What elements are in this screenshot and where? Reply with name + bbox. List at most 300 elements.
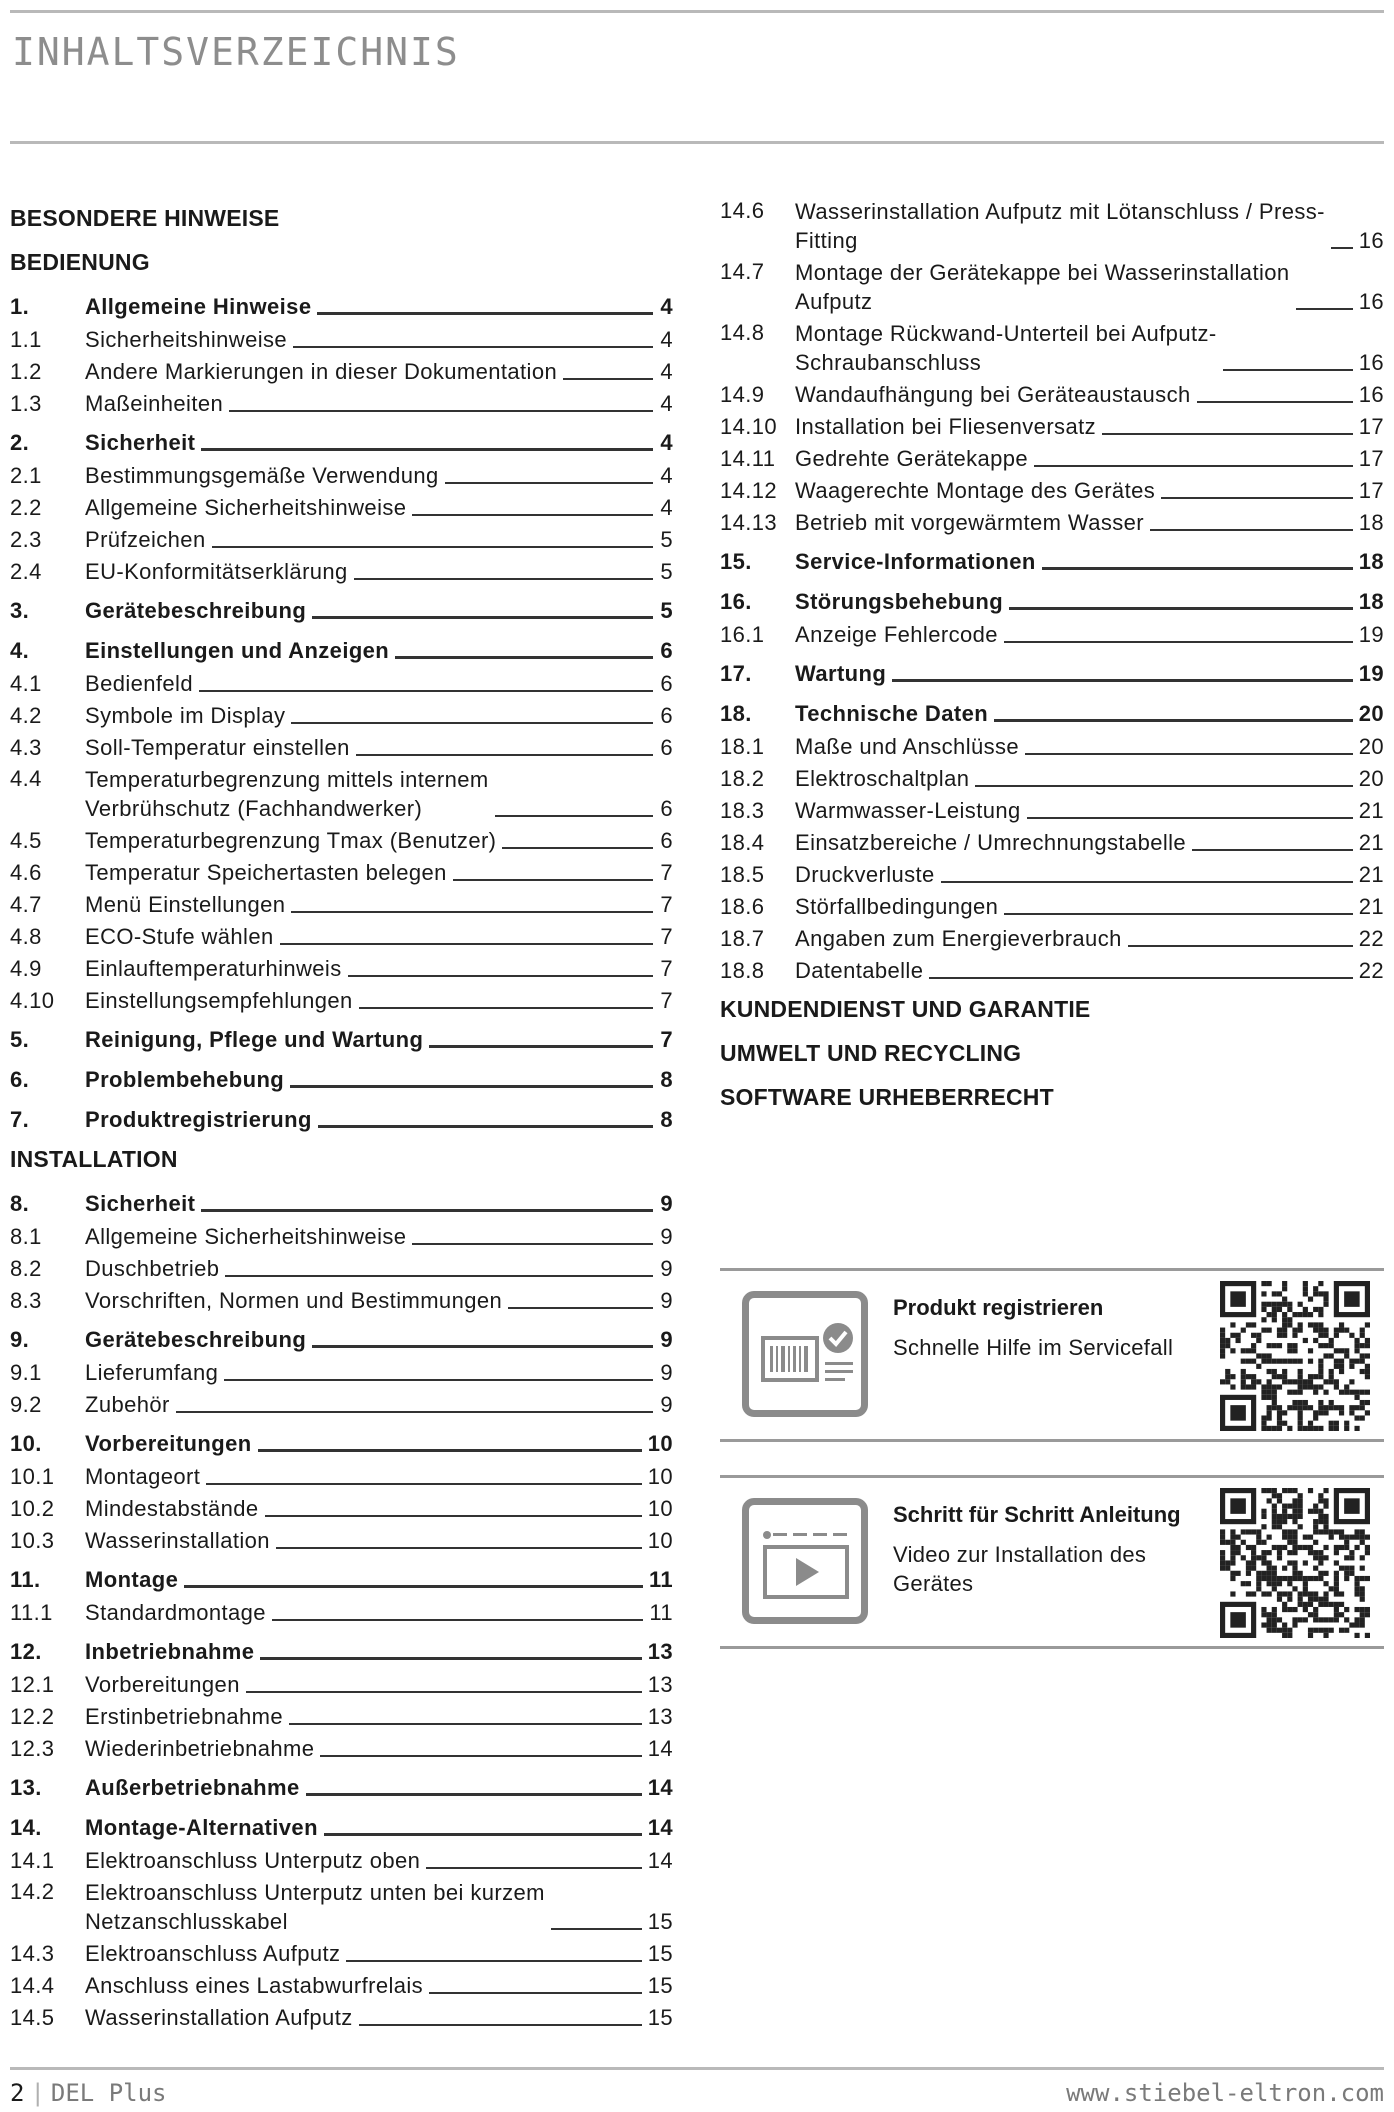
toc-chapter-entry[interactable]	[720, 539, 1384, 579]
toc-title: Problembehebung	[85, 1067, 285, 1092]
toc-leader-line	[356, 754, 653, 756]
toc-entry[interactable]	[720, 763, 1384, 795]
toc-chapter-entry[interactable]	[10, 1805, 673, 1845]
toc-title: Installation bei Fliesenversatz	[795, 414, 1096, 439]
website-url[interactable]: www.stiebel-eltron.com	[1066, 2079, 1384, 2107]
toc-leader-line	[320, 1755, 641, 1757]
toc-leader-line	[395, 656, 653, 659]
toc-number: 2.4	[10, 559, 42, 584]
toc-number: 14.9	[720, 382, 765, 407]
toc-entry[interactable]	[10, 492, 673, 524]
toc-leader-line	[291, 722, 653, 724]
toc-leader-line	[280, 943, 653, 945]
toc-right-column	[720, 196, 1384, 1119]
section-heading: KUNDENDIENST UND GARANTIE	[720, 996, 1091, 1022]
toc-chapter-entry[interactable]	[10, 284, 673, 324]
toc-number: 4.2	[10, 703, 42, 728]
toc-number: 9.2	[10, 1392, 42, 1417]
toc-chapter-entry[interactable]	[720, 691, 1384, 731]
toc-number: 10.2	[10, 1496, 55, 1521]
toc-page-number: 20	[1358, 734, 1384, 759]
toc-page-number: 7	[660, 1027, 673, 1052]
toc-page-number: 4	[660, 294, 673, 319]
toc-page-number: 6	[660, 671, 673, 696]
toc-page-number: 20	[1358, 701, 1384, 726]
toc-title: Bestimmungsgemäße Verwendung	[85, 463, 439, 488]
toc-entry[interactable]	[10, 1938, 673, 1970]
toc-entry[interactable]	[720, 859, 1384, 891]
toc-number: 6.	[10, 1067, 30, 1092]
toc-leader-line	[201, 448, 653, 451]
toc-chapter-entry[interactable]	[10, 1317, 673, 1357]
toc-page-number: 11	[649, 1600, 673, 1625]
toc-title: Allgemeine Sicherheitshinweise	[85, 1224, 407, 1249]
toc-entry[interactable]	[720, 827, 1384, 859]
promo-register[interactable]	[720, 1268, 1384, 1442]
toc-number: 4.1	[10, 671, 42, 696]
toc-number: 2.	[10, 430, 30, 455]
toc-entry[interactable]	[10, 1701, 673, 1733]
toc-number: 9.	[10, 1327, 30, 1352]
toc-number: 18.1	[720, 734, 765, 759]
toc-entry[interactable]	[10, 356, 673, 388]
toc-title: Waagerechte Montage des Gerätes	[795, 478, 1156, 503]
toc-entry[interactable]	[720, 955, 1384, 987]
toc-title: Mindestabstände	[85, 1496, 259, 1521]
toc-chapter-entry[interactable]	[10, 1629, 673, 1669]
toc-number: 14.13	[720, 510, 778, 535]
toc-page-number: 9	[660, 1392, 673, 1417]
toc-leader-line	[1150, 529, 1353, 531]
toc-page-number: 4	[660, 391, 673, 416]
toc-leader-line	[892, 679, 1353, 682]
toc-number: 12.2	[10, 1704, 55, 1729]
toc-chapter-entry[interactable]	[10, 420, 673, 460]
toc-number: 18.	[720, 701, 752, 726]
toc-title: Einsatzbereiche / Umrechnungstabelle	[795, 830, 1187, 855]
toc-title: Andere Markierungen in dieser Dokumentation	[85, 359, 558, 384]
toc-page-number: 18	[1358, 510, 1384, 535]
toc-page-number: 7	[660, 956, 673, 981]
toc-entry[interactable]	[10, 700, 673, 732]
toc-title: Elektroanschluss Unterputz unten bei kurzem Netzanschlusskabel	[85, 1880, 545, 1934]
toc-entry[interactable]	[720, 379, 1384, 411]
toc-leader-line	[1034, 465, 1353, 467]
toc-leader-line	[508, 1307, 653, 1309]
toc-page-number: 13	[647, 1704, 673, 1729]
toc-page-number: 18	[1358, 589, 1384, 614]
toc-chapter-entry[interactable]	[10, 1765, 673, 1805]
toc-title: Maße und Anschlüsse	[795, 734, 1020, 759]
toc-leader-line	[324, 1833, 642, 1836]
toc-leader-line	[246, 1691, 642, 1693]
toc-title: Technische Daten	[795, 701, 989, 726]
toc-page-number: 22	[1358, 958, 1384, 983]
toc-title: Vorschriften, Normen und Bestimmungen	[85, 1288, 503, 1313]
toc-title: Vorbereitungen	[85, 1672, 240, 1697]
toc-number: 8.2	[10, 1256, 42, 1281]
toc-page-number: 21	[1358, 798, 1384, 823]
toc-title: Sicherheit	[85, 430, 196, 455]
toc-chapter-entry[interactable]	[720, 651, 1384, 691]
toc-number: 18.8	[720, 958, 765, 983]
toc-chapter-entry[interactable]	[10, 1421, 673, 1461]
toc-title: Zubehör	[85, 1392, 170, 1417]
toc-leader-line	[551, 1928, 642, 1930]
toc-number: 14.	[10, 1815, 42, 1840]
toc-leader-line	[306, 1793, 642, 1796]
toc-page-number: 9	[660, 1327, 673, 1352]
toc-title: Einstellungsempfehlungen	[85, 988, 353, 1013]
toc-number: 1.1	[10, 327, 42, 352]
toc-chapter-entry[interactable]	[10, 1057, 673, 1097]
toc-leader-line	[289, 1723, 642, 1725]
toc-chapter-entry[interactable]	[10, 1097, 673, 1137]
toc-entry[interactable]	[10, 524, 673, 556]
toc-entry[interactable]	[10, 1285, 673, 1317]
toc-entry[interactable]	[10, 1877, 673, 1938]
toc-page-number: 15	[647, 1973, 673, 1998]
toc-title: Service-Informationen	[795, 549, 1036, 574]
toc-leader-line	[1161, 497, 1353, 499]
section-heading: INSTALLATION	[10, 1146, 178, 1172]
toc-entry[interactable]	[10, 921, 673, 953]
toc-entry[interactable]	[10, 1221, 673, 1253]
toc-page-number: 5	[660, 559, 673, 584]
toc-leader-line	[563, 378, 653, 380]
toc-entry[interactable]	[10, 1253, 673, 1285]
toc-number: 14.10	[720, 414, 778, 439]
toc-number: 14.1	[10, 1848, 55, 1873]
toc-number: 18.5	[720, 862, 765, 887]
toc-entry[interactable]	[10, 732, 673, 764]
toc-title: Soll-Temperatur einstellen	[85, 735, 350, 760]
toc-leader-line	[1042, 567, 1353, 570]
toc-title: Symbole im Display	[85, 703, 286, 728]
promo-video-text: Video zur Installation des Gerätes	[893, 1542, 1147, 1596]
toc-entry[interactable]	[720, 731, 1384, 763]
toc-number: 1.	[10, 294, 30, 319]
toc-number: 14.11	[720, 446, 776, 471]
toc-page-number: 18	[1358, 549, 1384, 574]
toc-title: Anzeige Fehlercode	[795, 622, 998, 647]
toc-number: 14.8	[720, 320, 765, 345]
toc-leader-line	[199, 690, 653, 692]
toc-title: Montageort	[85, 1464, 201, 1489]
toc-number: 12.3	[10, 1736, 55, 1761]
toc-entry[interactable]	[10, 388, 673, 420]
page-number: 2	[10, 2079, 25, 2107]
toc-leader-line	[1296, 308, 1353, 310]
toc-leader-line	[176, 1411, 653, 1413]
toc-entry[interactable]	[10, 556, 673, 588]
toc-leader-line	[1025, 753, 1353, 755]
footer-page-info	[10, 2079, 167, 2107]
toc-title: Bedienfeld	[85, 671, 193, 696]
toc-page-number: 21	[1358, 862, 1384, 887]
toc-title: Wiederinbetriebnahme	[85, 1736, 315, 1761]
toc-number: 8.1	[10, 1224, 42, 1249]
toc-leader-line	[502, 847, 653, 849]
toc-title: Störfallbedingungen	[795, 894, 999, 919]
toc-number: 4.9	[10, 956, 42, 981]
toc-leader-line	[1004, 641, 1353, 643]
toc-entry[interactable]	[10, 668, 673, 700]
toc-leader-line	[445, 482, 653, 484]
toc-entry[interactable]	[10, 1970, 673, 2002]
toc-page-number: 7	[660, 924, 673, 949]
toc-entry[interactable]	[10, 1597, 673, 1629]
toc-page-number: 14	[647, 1736, 673, 1761]
toc-entry[interactable]	[720, 257, 1384, 318]
toc-page-number: 10	[647, 1431, 673, 1456]
promo-register-title: Produkt registrieren	[893, 1295, 1104, 1320]
toc-title: ECO-Stufe wählen	[85, 924, 274, 949]
toc-number: 14.2	[10, 1879, 55, 1904]
toc-title: Erstinbetriebnahme	[85, 1704, 283, 1729]
toc-entry[interactable]	[720, 475, 1384, 507]
toc-entry[interactable]	[10, 985, 673, 1017]
toc-number: 4.7	[10, 892, 42, 917]
barcode-check-icon	[742, 1291, 868, 1417]
toc-leader-line	[429, 1045, 653, 1048]
toc-title: Produktregistrierung	[85, 1107, 312, 1132]
section-heading: BEDIENUNG	[10, 249, 150, 275]
toc-page-number: 11	[648, 1567, 673, 1592]
toc-page-number: 14	[647, 1775, 673, 1800]
toc-chapter-entry[interactable]	[10, 628, 673, 668]
toc-title: EU-Konformitätserklärung	[85, 559, 348, 584]
toc-entry[interactable]	[720, 443, 1384, 475]
toc-page-number: 6	[660, 735, 673, 760]
toc-leader-line	[318, 1125, 653, 1128]
toc-leader-line	[312, 616, 653, 619]
toc-entry[interactable]	[720, 411, 1384, 443]
toc-page-number: 17	[1358, 414, 1384, 439]
section-heading: SOFTWARE URHEBERRECHT	[720, 1084, 1054, 1110]
toc-page-number: 10	[647, 1496, 673, 1521]
toc-number: 14.12	[720, 478, 778, 503]
toc-number: 5.	[10, 1027, 30, 1052]
toc-entry[interactable]	[720, 619, 1384, 651]
toc-title: Allgemeine Hinweise	[85, 294, 312, 319]
toc-chapter-entry[interactable]	[720, 579, 1384, 619]
toc-page-number: 17	[1358, 478, 1384, 503]
toc-title: Einlauftemperaturhinweis	[85, 956, 342, 981]
toc-title: Elektroschaltplan	[795, 766, 970, 791]
toc-page-number: 16	[1358, 350, 1384, 375]
toc-page-number: 19	[1358, 622, 1384, 647]
promo-video[interactable]	[720, 1475, 1384, 1649]
toc-page-number: 9	[660, 1191, 673, 1216]
toc-page-number: 9	[660, 1224, 673, 1249]
toc-number: 11.	[10, 1567, 41, 1592]
toc-leader-line	[1331, 247, 1353, 249]
toc-number: 2.1	[10, 463, 42, 488]
toc-title: Menü Einstellungen	[85, 892, 286, 917]
toc-entry[interactable]	[10, 2002, 673, 2034]
toc-number: 4.4	[10, 766, 42, 791]
toc-number: 4.6	[10, 860, 42, 885]
toc-entry[interactable]	[720, 507, 1384, 539]
toc-title: Montage	[85, 1567, 179, 1592]
toc-title: Temperaturbegrenzung Tmax (Benutzer)	[85, 828, 497, 853]
toc-page-number: 16	[1358, 382, 1384, 407]
toc-number: 14.7	[720, 259, 765, 284]
toc-leader-line	[426, 1867, 641, 1869]
toc-leader-line	[229, 410, 653, 412]
toc-page-number: 6	[660, 828, 673, 853]
toc-title: Sicherheitshinweise	[85, 327, 288, 352]
qr-code-register[interactable]	[1216, 1281, 1374, 1431]
toc-page-number: 7	[660, 860, 673, 885]
toc-title: Wandaufhängung bei Geräteaustausch	[795, 382, 1191, 407]
promo-video-title: Schritt für Schritt Anleitung	[893, 1502, 1181, 1527]
toc-number: 10.	[10, 1431, 42, 1456]
toc-number: 14.3	[10, 1941, 55, 1966]
toc-leader-line	[495, 815, 653, 817]
toc-number: 4.	[10, 638, 30, 663]
toc-chapter-entry[interactable]	[10, 588, 673, 628]
toc-page-number: 10	[647, 1528, 673, 1553]
toc-number: 10.3	[10, 1528, 55, 1553]
toc-entry[interactable]	[720, 196, 1384, 257]
toc-page-number: 6	[660, 796, 673, 821]
toc-number: 3.	[10, 598, 30, 623]
toc-title: Außerbetriebnahme	[85, 1775, 300, 1800]
toc-title: Wasserinstallation	[85, 1528, 270, 1553]
toc-number: 7.	[10, 1107, 30, 1132]
toc-title: Wasserinstallation Aufputz	[85, 2005, 353, 2030]
qr-code-video[interactable]	[1216, 1488, 1374, 1638]
toc-number: 4.3	[10, 735, 42, 760]
toc-chapter-entry[interactable]	[10, 1557, 673, 1597]
toc-leader-line	[1128, 945, 1353, 947]
toc-number: 11.1	[10, 1600, 53, 1625]
toc-page-number: 14	[647, 1848, 673, 1873]
toc-page-number: 7	[660, 988, 673, 1013]
toc-entry[interactable]	[720, 318, 1384, 379]
toc-page-number: 6	[660, 638, 673, 663]
toc-entry[interactable]	[720, 923, 1384, 955]
toc-page-number: 15	[647, 2005, 673, 2030]
product-name: DEL Plus	[50, 2079, 167, 2107]
toc-leader-line	[258, 1449, 642, 1452]
toc-leader-line	[276, 1547, 642, 1549]
toc-page-number: 9	[660, 1360, 673, 1385]
toc-number: 18.3	[720, 798, 765, 823]
toc-entry[interactable]	[720, 891, 1384, 923]
toc-entry[interactable]	[10, 889, 673, 921]
toc-title: Vorbereitungen	[85, 1431, 252, 1456]
toc-title: Reinigung, Pflege und Wartung	[85, 1027, 424, 1052]
toc-chapter-entry[interactable]	[10, 1181, 673, 1221]
toc-entry[interactable]	[10, 1669, 673, 1701]
toc-number: 2.2	[10, 495, 42, 520]
toc-entry[interactable]	[10, 764, 673, 825]
toc-leader-line	[212, 546, 653, 548]
toc-entry[interactable]	[10, 1357, 673, 1389]
section-heading: UMWELT UND RECYCLING	[720, 1040, 1022, 1066]
toc-title: Datentabelle	[795, 958, 924, 983]
toc-title: Duschbetrieb	[85, 1256, 220, 1281]
toc-number: 18.6	[720, 894, 765, 919]
toc-entry[interactable]	[10, 1389, 673, 1421]
toc-number: 16.	[720, 589, 752, 614]
toc-number: 1.2	[10, 359, 42, 384]
toc-title: Allgemeine Sicherheitshinweise	[85, 495, 407, 520]
toc-number: 4.5	[10, 828, 42, 853]
toc-entry[interactable]	[10, 953, 673, 985]
toc-entry[interactable]	[10, 1845, 673, 1877]
toc-title: Sicherheit	[85, 1191, 196, 1216]
toc-leader-line	[359, 1007, 653, 1009]
toc-leader-line	[1223, 369, 1353, 371]
toc-leader-line	[312, 1345, 653, 1348]
toc-title: Gerätebeschreibung	[85, 598, 307, 623]
toc-entry[interactable]	[10, 1733, 673, 1765]
page-title: INHALTSVERZEICHNIS	[12, 30, 460, 74]
toc-leader-line	[975, 785, 1352, 787]
toc-entry[interactable]	[10, 324, 673, 356]
toc-leader-line	[206, 1483, 641, 1485]
toc-title: Störungsbehebung	[795, 589, 1004, 614]
toc-page-number: 9	[660, 1256, 673, 1281]
toc-page-number: 5	[660, 527, 673, 552]
toc-number: 18.7	[720, 926, 765, 951]
toc-leader-line	[1192, 849, 1353, 851]
toc-entry[interactable]	[10, 1461, 673, 1493]
toc-leader-line	[429, 1992, 642, 1994]
toc-number: 12.1	[10, 1672, 55, 1697]
toc-entry[interactable]	[10, 1493, 673, 1525]
toc-number: 16.1	[720, 622, 765, 647]
toc-title: Gedrehte Gerätekappe	[795, 446, 1029, 471]
toc-leader-line	[354, 578, 653, 580]
toc-page-number: 4	[660, 327, 673, 352]
toc-leader-line	[317, 312, 653, 315]
toc-number: 1.3	[10, 391, 42, 416]
toc-chapter-entry[interactable]	[10, 1017, 673, 1057]
toc-number: 4.8	[10, 924, 42, 949]
toc-leader-line	[1197, 401, 1353, 403]
toc-page-number: 21	[1358, 830, 1384, 855]
toc-leader-line	[994, 719, 1353, 722]
toc-title: Einstellungen und Anzeigen	[85, 638, 390, 663]
toc-leader-line	[224, 1379, 653, 1381]
toc-entry[interactable]	[10, 460, 673, 492]
toc-title: Prüfzeichen	[85, 527, 206, 552]
toc-entry[interactable]	[720, 795, 1384, 827]
toc-title: Angaben zum Energieverbrauch	[795, 926, 1122, 951]
toc-page-number: 21	[1358, 894, 1384, 919]
toc-entry[interactable]	[10, 1525, 673, 1557]
toc-page-number: 15	[647, 1909, 673, 1934]
toc-number: 9.1	[10, 1360, 42, 1385]
toc-title: Lieferumfang	[85, 1360, 219, 1385]
toc-page-number: 9	[660, 1288, 673, 1313]
toc-page-number: 14	[647, 1815, 673, 1840]
toc-leader-line	[359, 2024, 642, 2026]
toc-page-number: 15	[647, 1941, 673, 1966]
toc-entry[interactable]	[10, 825, 673, 857]
toc-title: Montage Rückwand-Unterteil bei Aufputz- Schraubanschluss	[795, 321, 1217, 375]
toc-number: 8.3	[10, 1288, 42, 1313]
toc-leader-line	[272, 1619, 643, 1621]
toc-entry[interactable]	[10, 857, 673, 889]
toc-number: 17.	[720, 661, 752, 686]
toc-page-number: 4	[660, 495, 673, 520]
